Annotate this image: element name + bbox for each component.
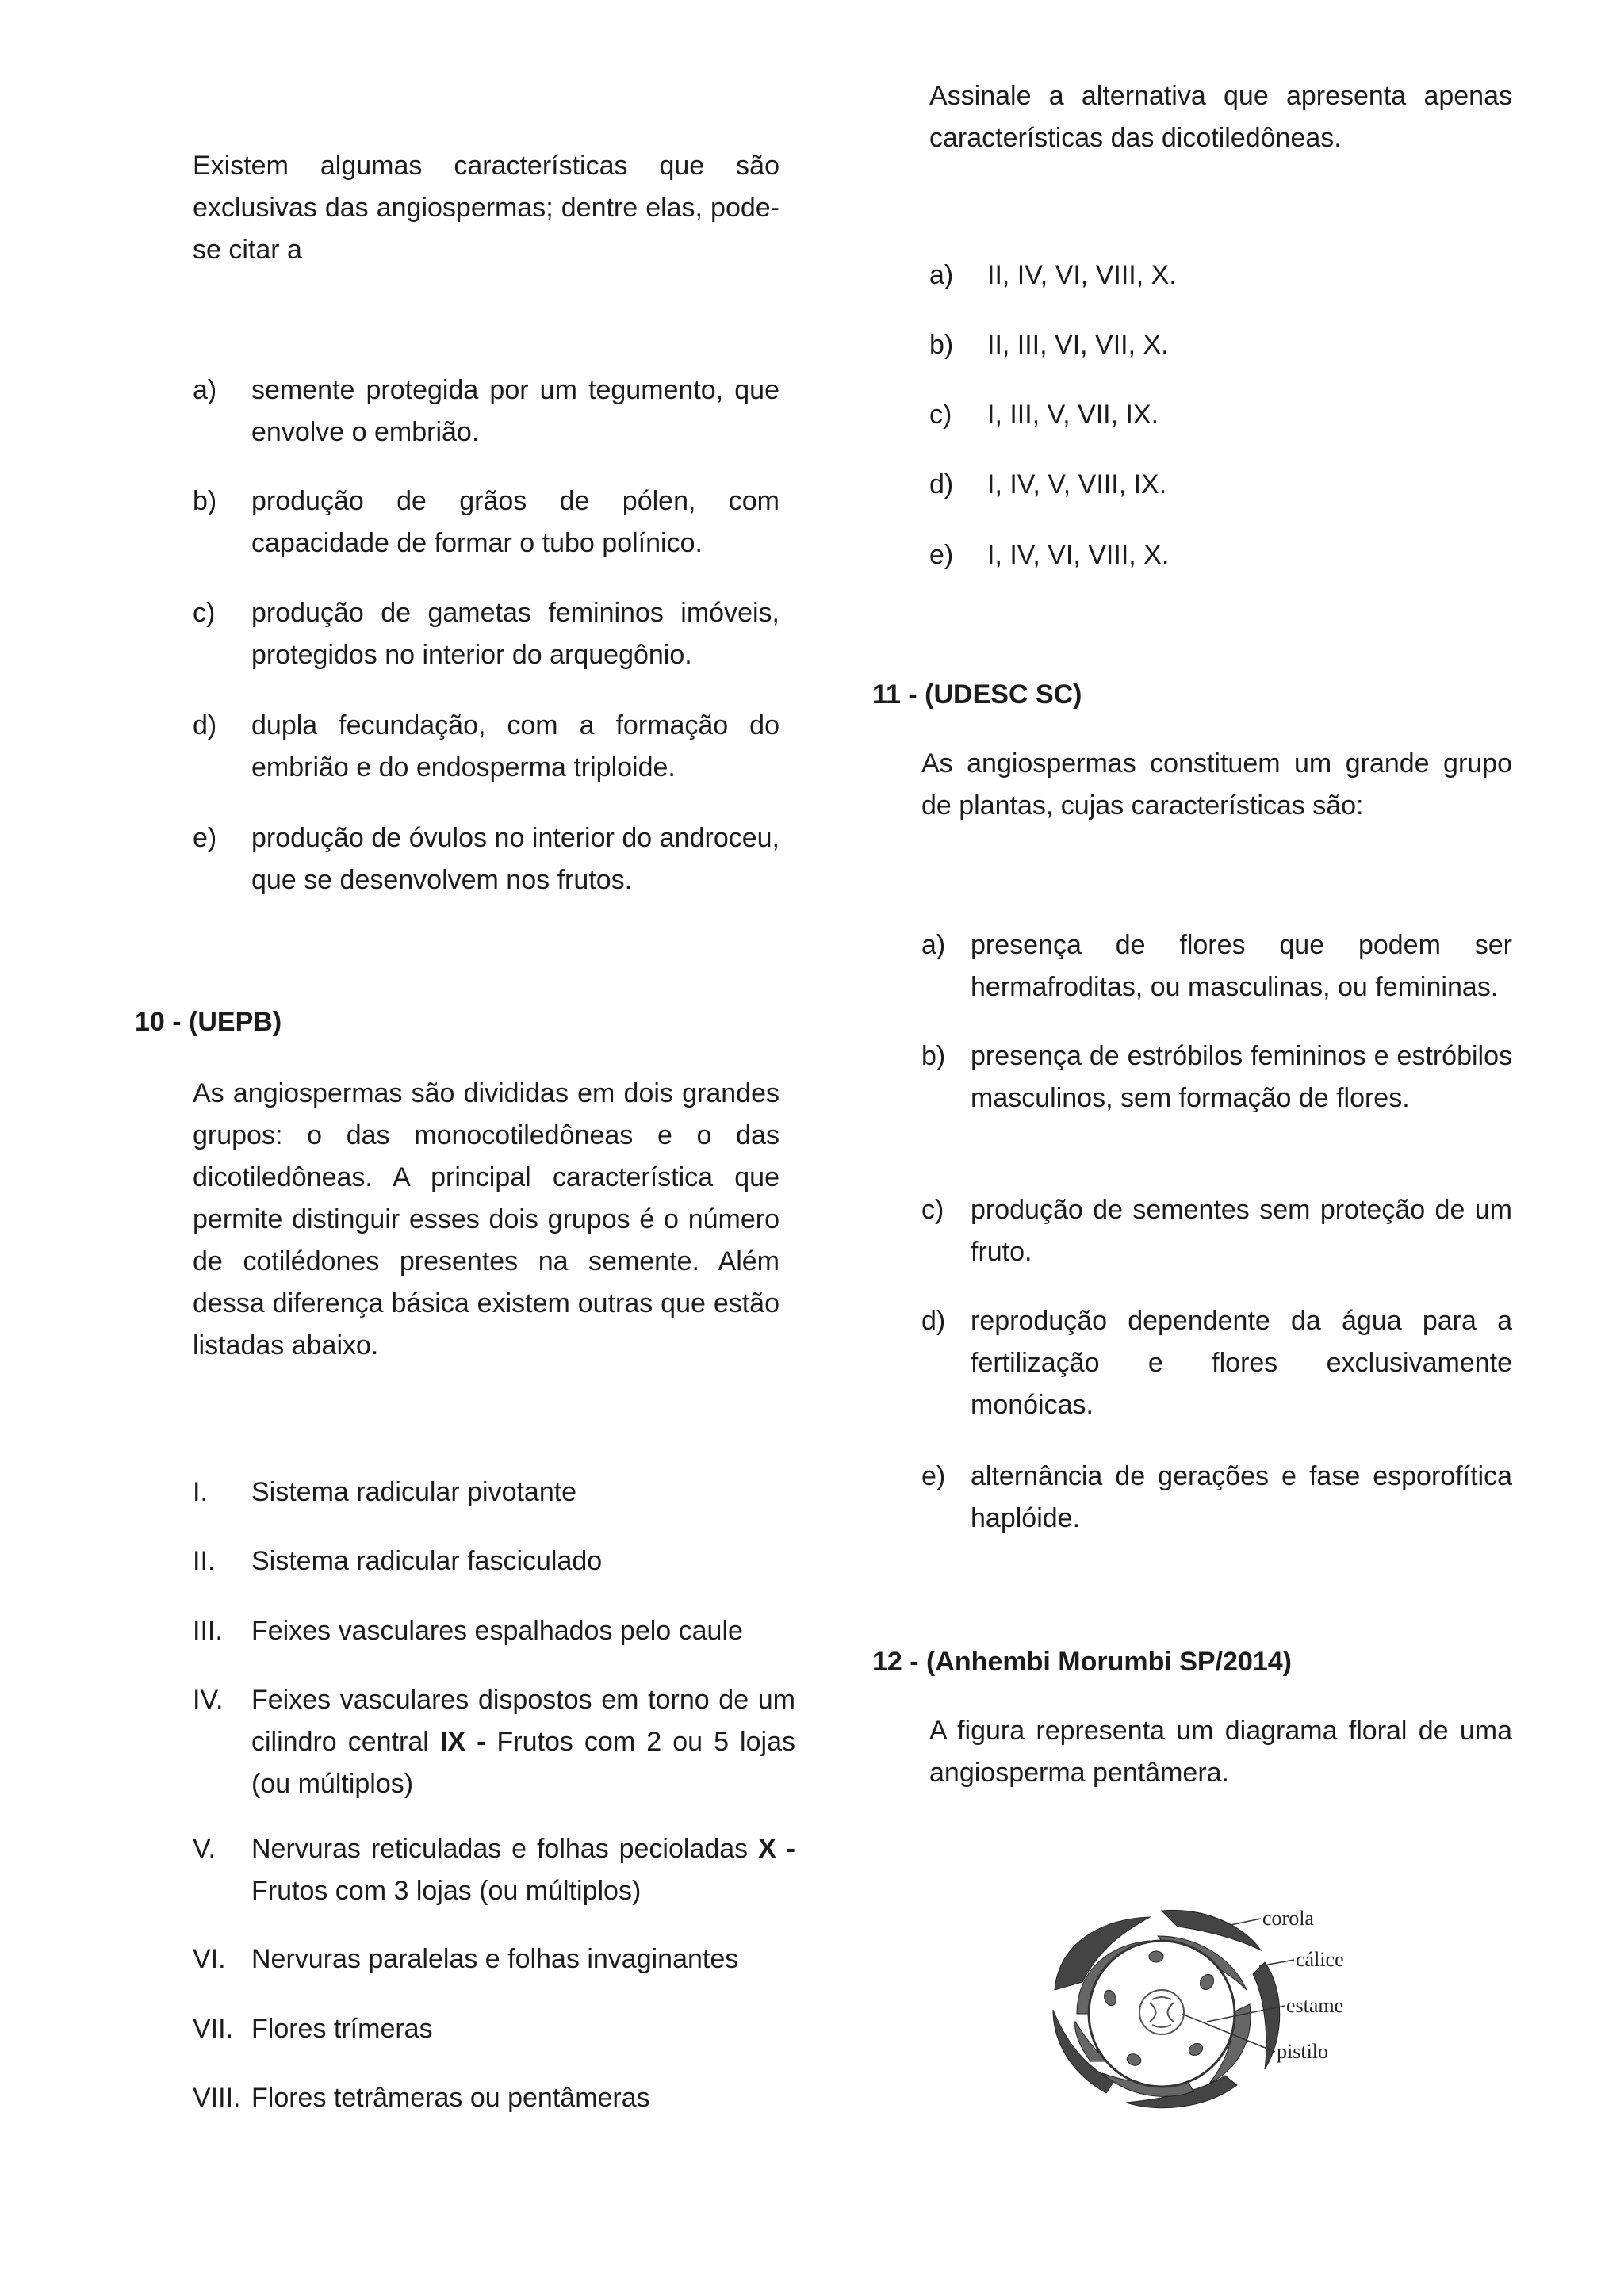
option-label: c) [921, 1195, 944, 1225]
option-text: produção de gametas femininos imóveis, protegidos no interior do arquegônio. [251, 598, 779, 670]
q12-heading: 12 - (Anhembi Morumbi SP/2014) [872, 1647, 1292, 1677]
option-text: produção de sementes sem proteção de um fruto. [971, 1195, 1512, 1267]
item-text: Nervuras paralelas e folhas invaginantes [251, 1944, 739, 1974]
item-label: II. [193, 1546, 216, 1576]
item-text-rest: Frutos com 3 lojas (ou múltiplos) [251, 1876, 642, 1906]
q10-question: Assinale a alternativa que apresenta apenas características das dicotiledôneas. [929, 81, 1512, 153]
option-text: I, IV, V, VIII, IX. [987, 469, 1167, 499]
option-text: I, III, V, VII, IX. [987, 400, 1159, 430]
option-text: presença de estróbilos femininos e estróbilos masculinos, sem formação de flores. [971, 1041, 1512, 1113]
option-text: II, III, VI, VII, X. [987, 330, 1169, 360]
item-text [251, 1679, 795, 1805]
receptacle-ring [1089, 1941, 1235, 2087]
option-label: b) [921, 1041, 946, 1071]
option-label: d) [921, 1306, 946, 1336]
item-text: Flores trímeras [251, 2014, 433, 2044]
option-label: e) [921, 1461, 946, 1491]
item-text: Feixes vasculares espalhados pelo caule [251, 1616, 743, 1646]
option-text: produção de óvulos no interior do androceu, que se desenvolvem nos frutos. [251, 823, 779, 895]
option-text: produção de grãos de pólen, com capacidade de formar o tubo polínico. [251, 486, 779, 558]
option-text: alternância de gerações e fase esporofítica haplóide. [971, 1461, 1512, 1533]
item-label: VIII. [193, 2083, 241, 2113]
option-label: e) [929, 540, 954, 570]
floral-diagram-svg [1023, 1895, 1372, 2133]
option-label: a) [921, 930, 946, 960]
option-text: presença de flores que podem ser hermafroditas, ou masculinas, ou femininas. [971, 930, 1512, 1002]
option-label: a) [929, 260, 954, 290]
label-corola: corola [1262, 1907, 1314, 1930]
item-label: IV. [193, 1685, 224, 1715]
q11-heading: 11 - (UDESC SC) [872, 679, 1082, 710]
item-text: Sistema radicular fasciculado [251, 1546, 603, 1576]
item-label: I. [193, 1477, 208, 1507]
q11-intro: As angiospermas constituem um grande grupo de plantas, cujas características são: [921, 748, 1512, 821]
item-label: III. [193, 1616, 223, 1646]
q10-intro: As angiospermas são divididas em dois grandes grupos: o das monocotiledôneas e o das dicotiledôneas. A principal característica que permite distinguir esses dois grupos é o número de cotilédones presentes na semente. Além dessa diferença básica existem outras que estão listadas abaixo. [193, 1078, 779, 1360]
option-label: a) [193, 375, 217, 405]
option-label: e) [193, 823, 217, 853]
item-label: V. [193, 1834, 216, 1864]
option-text: semente protegida por um tegumento, que envolve o embrião. [251, 375, 779, 447]
option-label: d) [929, 469, 954, 499]
item-text-main: Nervuras reticuladas e folhas pecioladas [251, 1834, 749, 1864]
option-label: b) [929, 330, 954, 360]
item-label: VI. [193, 1944, 226, 1974]
item-text: Flores tetrâmeras ou pentâmeras [251, 2083, 650, 2113]
option-text: II, IV, VI, VIII, X. [987, 260, 1177, 290]
option-label: b) [193, 486, 217, 516]
q9-intro: Existem algumas características que são exclusivas das angiospermas; dentre elas, pode-se citar a [193, 151, 779, 265]
option-label: d) [193, 710, 217, 740]
option-label: c) [929, 400, 952, 430]
option-text: dupla fecundação, com a formação do embrião e do endosperma triploide. [251, 710, 779, 783]
item-label: VII. [193, 2014, 234, 2044]
item-bold-label: X - [758, 1834, 795, 1864]
item-text-main: Feixes vasculares dispostos em torno de um cilindro central [251, 1685, 795, 1757]
item-bold-label: IX - [439, 1727, 486, 1757]
q10-heading: 10 - (UEPB) [135, 1007, 282, 1037]
label-pistilo: pistilo [1277, 2040, 1329, 2063]
item-text: Sistema radicular pivotante [251, 1477, 577, 1507]
option-text: I, IV, VI, VIII, X. [987, 540, 1170, 570]
item-text [251, 1828, 795, 1912]
item-text-rest: Frutos com 2 ou 5 lojas (ou múltiplos) [251, 1727, 795, 1799]
q12-intro: A figura representa um diagrama floral de uma angiosperma pentâmera. [929, 1716, 1512, 1788]
option-label: c) [193, 598, 216, 628]
label-calice: cálice [1296, 1948, 1344, 1971]
label-estame: estame [1286, 1994, 1344, 2017]
option-text: reprodução dependente da água para a fertilização e flores exclusivamente monóicas. [971, 1306, 1512, 1420]
floral-diagram [1023, 1895, 1372, 2133]
